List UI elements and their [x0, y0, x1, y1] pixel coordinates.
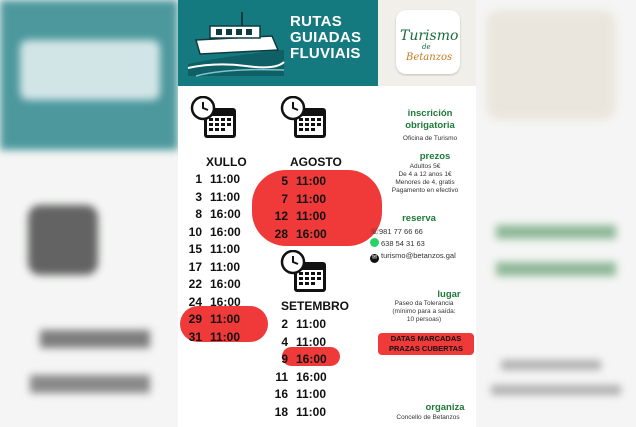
schedule-time: 16:00 — [210, 207, 241, 221]
schedule-day: 3 — [195, 189, 202, 204]
inscricion-line-1: inscrición — [407, 108, 453, 119]
schedule-row — [178, 295, 241, 309]
schedule-row — [178, 277, 241, 291]
lugar-line-2: (mínimo para a saída: — [392, 308, 456, 315]
prezos-line-1: Adultos 5€ — [409, 163, 441, 170]
schedule-row — [264, 209, 326, 223]
lugar-line-1: Paseo da Tolerancia — [394, 300, 454, 307]
schedule-time: 11:00 — [210, 329, 241, 344]
schedule-day: 7 — [281, 191, 288, 206]
schedule-day: 29 — [188, 312, 202, 326]
schedule-day: 17 — [188, 259, 202, 274]
schedule-row — [178, 225, 241, 239]
schedule-time: 16:00 — [296, 226, 327, 241]
clock-calendar-icon — [190, 96, 238, 140]
schedule-day: 1 — [195, 172, 202, 186]
schedule-day: 28 — [274, 226, 288, 241]
poster — [178, 0, 476, 427]
schedule-row — [264, 370, 327, 384]
schedule-day: 24 — [188, 294, 202, 309]
phone-1-text[interactable]: 981 77 66 66 — [379, 227, 423, 236]
schedule-row — [264, 192, 326, 206]
schedule-time: 11:00 — [210, 172, 241, 186]
schedule-time: 11:00 — [296, 387, 327, 401]
schedule-time: 11:00 — [210, 189, 241, 204]
badge-line-1: DATAS MARCADAS — [390, 334, 462, 343]
turismo-logo — [396, 10, 460, 74]
prezos-text — [374, 163, 476, 195]
schedule-row — [178, 312, 240, 326]
schedule-day: 2 — [281, 317, 288, 331]
month-setembro: SETEMBRO — [281, 299, 350, 313]
phone-2-text[interactable]: 638 54 31 63 — [381, 239, 425, 248]
schedule-time: 11:00 — [296, 209, 327, 223]
badge-line-2: PRAZAS CUBERTAS — [388, 344, 464, 353]
schedule-row — [264, 387, 326, 401]
schedule-row — [264, 317, 326, 331]
schedule-time: 11:00 — [296, 404, 327, 419]
prezos-line-2: De 4 a 12 anos 1€ — [398, 171, 452, 178]
clock-calendar-icon — [280, 250, 328, 294]
schedule-day: 10 — [188, 224, 202, 239]
schedule-day: 9 — [281, 352, 288, 366]
banner — [178, 0, 378, 86]
schedule-day: 18 — [274, 404, 288, 419]
organiza-text: Concello de Betanzos — [396, 414, 460, 421]
schedule-time: 16:00 — [296, 369, 327, 384]
lugar-text — [374, 300, 474, 324]
schedule-row — [178, 242, 240, 256]
schedule-row — [178, 190, 240, 204]
schedule-day: 16 — [274, 387, 288, 401]
logo-text-de: de — [422, 43, 431, 51]
schedule-day: 5 — [281, 174, 288, 188]
schedule-day: 11 — [275, 369, 288, 384]
schedule-time: 11:00 — [296, 174, 327, 188]
lugar-line-3: 10 persoas) — [406, 316, 442, 323]
prezos-line-3: Menores de 4, gratis — [395, 179, 455, 186]
schedule-row — [264, 352, 327, 366]
mail-icon: ✉ — [371, 255, 378, 261]
month-agosto: AGOSTO — [290, 155, 342, 169]
inscricion-line-2: obrigatoria — [405, 120, 455, 131]
email-text[interactable]: turismo@betanzos.gal — [381, 251, 456, 260]
schedule-time: 11:00 — [296, 334, 327, 349]
logo-text-betanzos: Betanzos — [406, 52, 453, 63]
banner-line-1: RUTAS — [290, 13, 343, 30]
lugar-heading: lugar — [437, 289, 461, 300]
schedule-day: 12 — [274, 209, 288, 223]
schedule-time: 16:00 — [296, 352, 327, 366]
blurred-background-left — [0, 0, 178, 427]
schedule-time: 16:00 — [210, 277, 241, 291]
banner-title — [290, 14, 361, 62]
schedule-row — [178, 172, 240, 186]
schedule-time: 11:00 — [210, 259, 241, 274]
schedule-time: 11:00 — [210, 312, 241, 326]
boat-icon — [186, 6, 286, 86]
schedule-row — [264, 405, 326, 419]
banner-line-3: FLUVIAIS — [290, 45, 361, 62]
schedule-row — [264, 335, 326, 349]
reserva-heading: reserva — [402, 213, 436, 224]
organiza-heading: organiza — [425, 402, 465, 413]
whatsapp-icon — [370, 238, 379, 247]
datas-marcadas-badge — [378, 333, 474, 355]
schedule-day: 31 — [188, 329, 202, 344]
blurred-background-right — [476, 0, 636, 427]
inscricion-text: Oficina de Turismo — [402, 135, 458, 142]
schedule-day: 8 — [195, 207, 202, 221]
inscricion-heading — [384, 108, 476, 132]
banner-line-2: GUIADAS — [290, 29, 362, 46]
reserva-email — [370, 251, 456, 263]
phone-icon: ☏ — [370, 227, 380, 236]
schedule-row — [178, 207, 241, 221]
schedule-time: 16:00 — [210, 294, 241, 309]
schedule-day: 22 — [188, 277, 202, 291]
schedule-row — [178, 260, 240, 274]
schedule-day: 4 — [281, 334, 288, 349]
schedule-time: 11:00 — [210, 242, 241, 256]
schedule-row — [178, 330, 240, 344]
schedule-row — [264, 227, 327, 241]
clock-calendar-icon — [280, 96, 328, 140]
month-xullo: XULLO — [206, 155, 247, 169]
schedule-time: 11:00 — [296, 317, 327, 331]
schedule-row — [264, 174, 326, 188]
schedule-time: 11:00 — [296, 191, 327, 206]
prezos-heading: prezos — [419, 151, 451, 162]
prezos-line-4: Pagamento en efectivo — [391, 187, 459, 194]
logo-box — [378, 0, 476, 86]
schedule-time: 16:00 — [210, 224, 241, 239]
reserva-phone-1 — [370, 227, 423, 236]
reserva-phone-2 — [370, 238, 425, 248]
schedule-day: 15 — [188, 242, 202, 256]
logo-text-turismo: Turismo — [400, 28, 459, 44]
